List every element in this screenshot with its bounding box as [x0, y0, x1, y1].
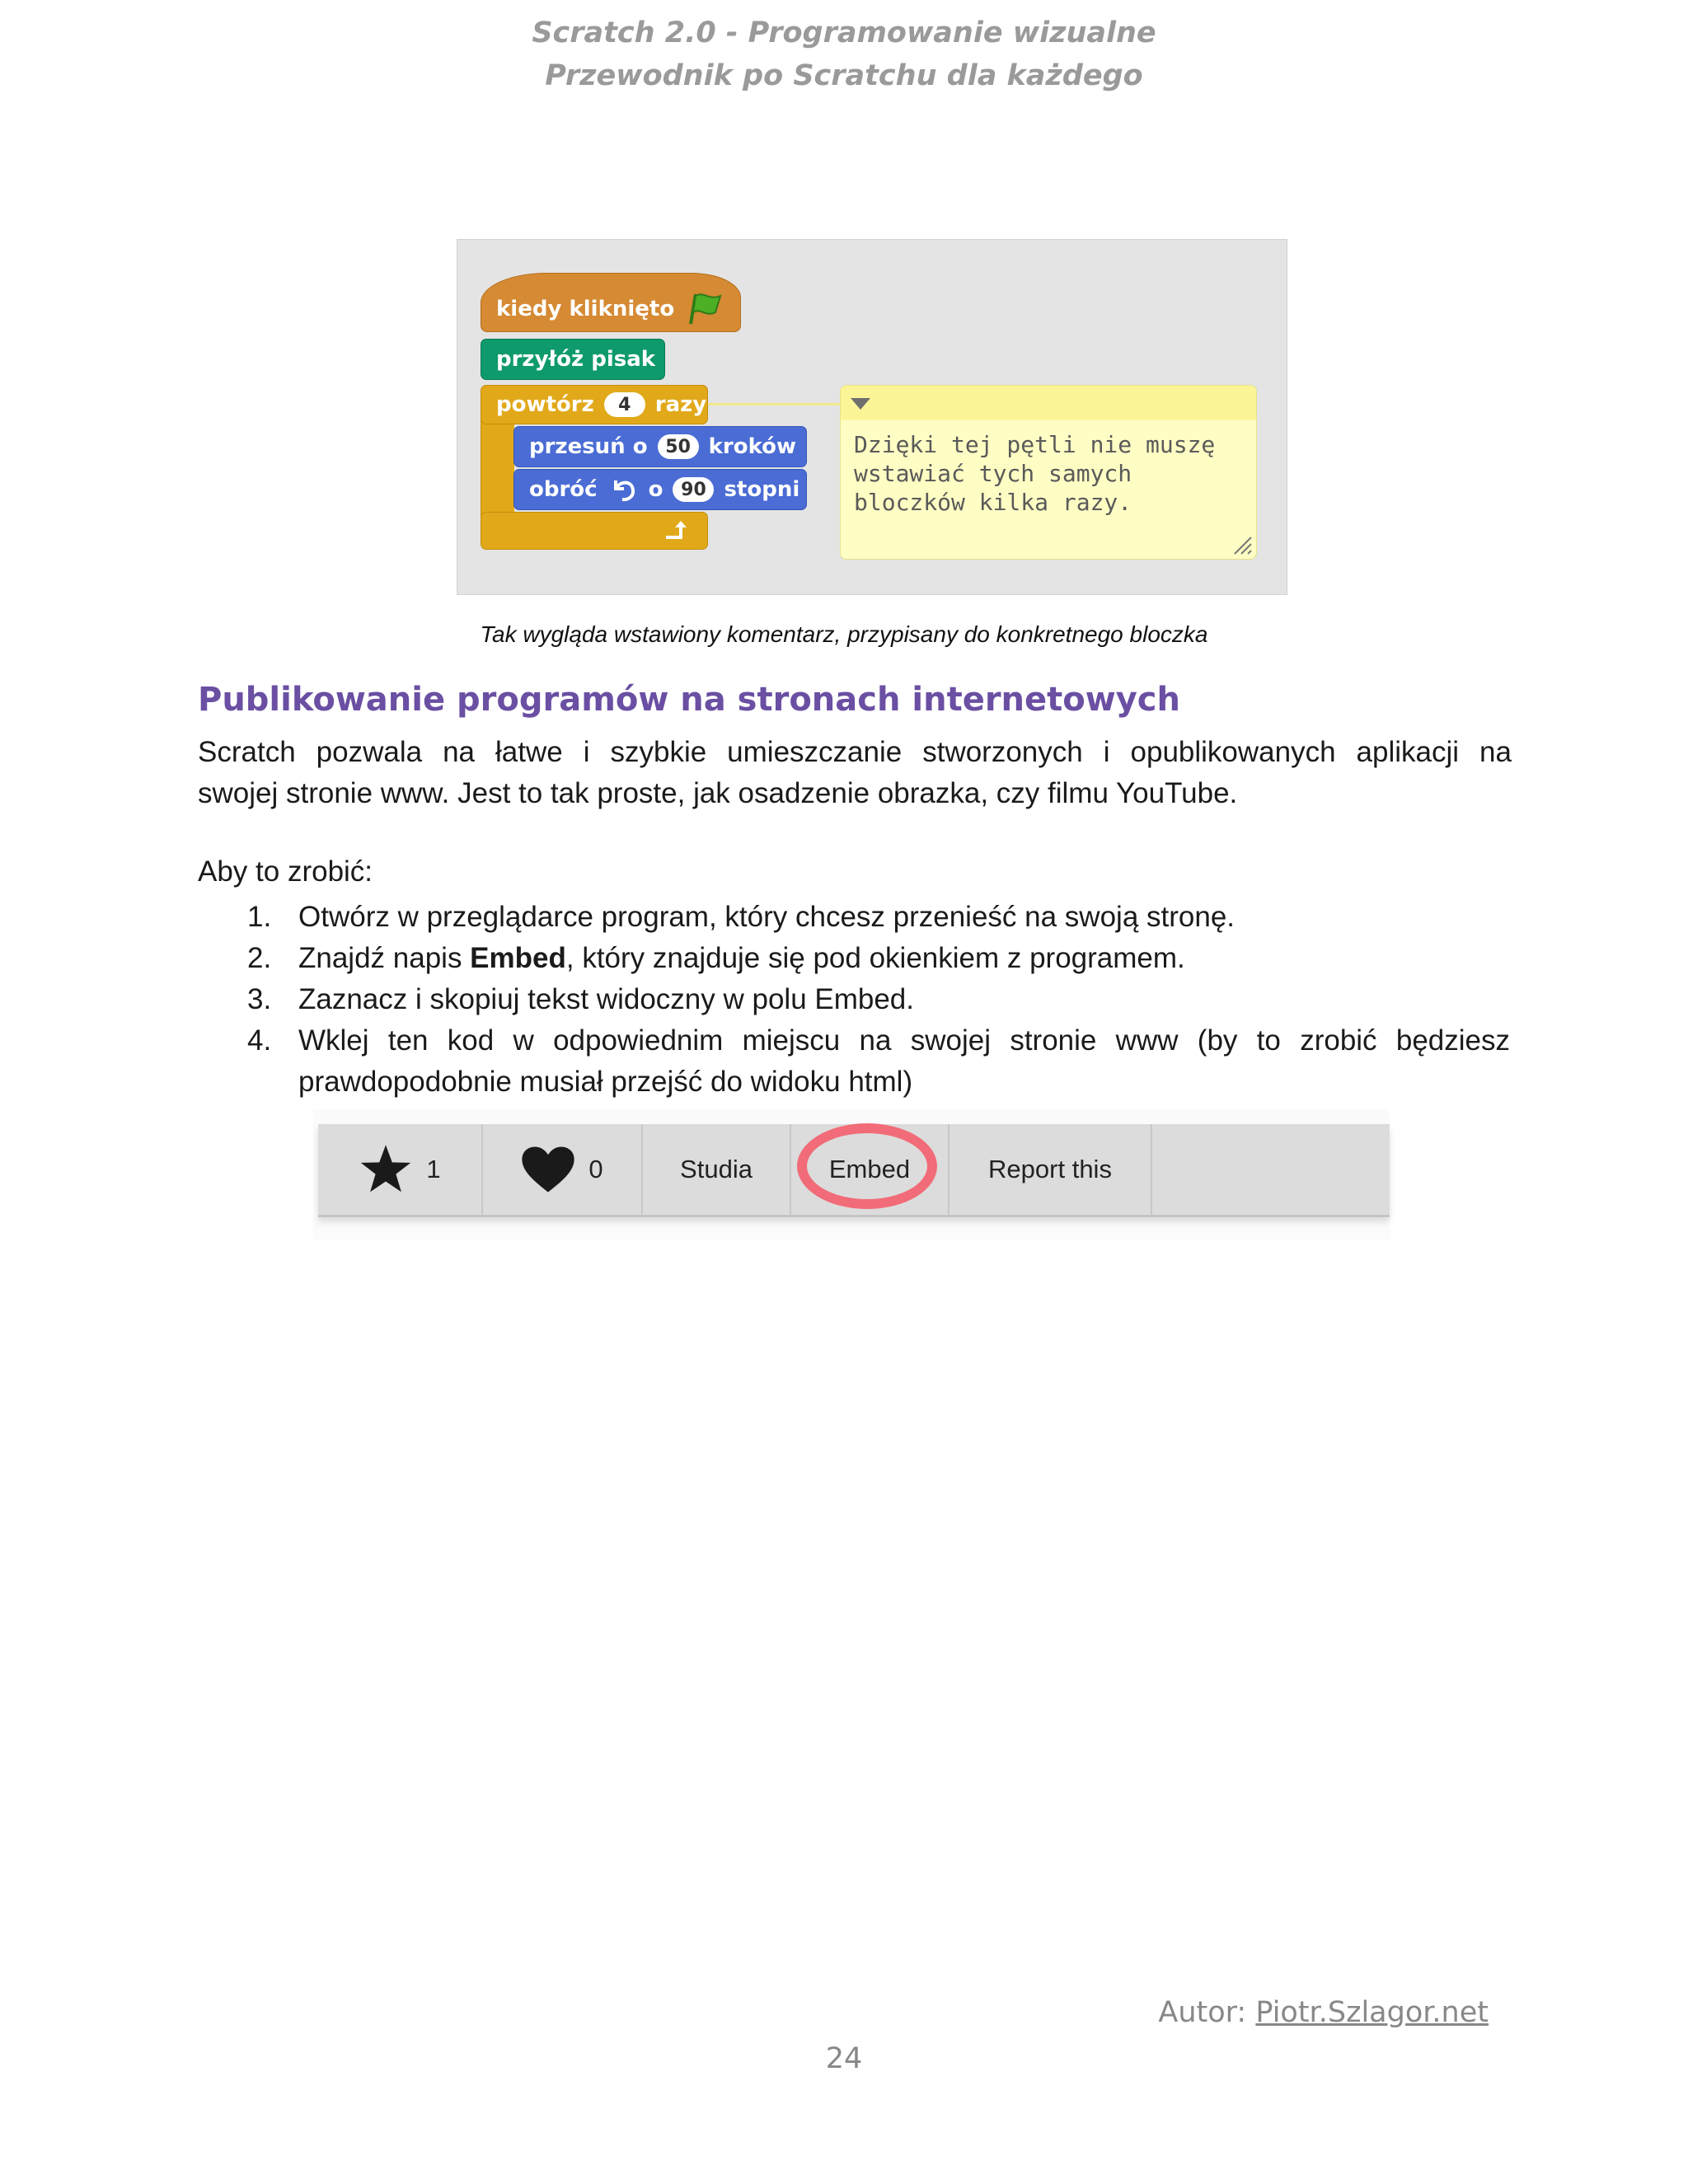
author-credit	[1158, 1996, 1489, 2029]
love-count: 0	[588, 1155, 603, 1183]
resize-grip-icon[interactable]	[1231, 534, 1253, 555]
comment-line: bloczków kilka razy.	[854, 489, 1132, 516]
heart-icon	[521, 1146, 575, 1193]
comment-line: Dzięki tej pętli nie muszę	[854, 431, 1216, 458]
embed-label: Embed	[828, 1155, 911, 1183]
step-number: 2.	[247, 942, 272, 974]
step-text-line: Wklej ten kod w odpowiednim miejscu na swojej stronie www (by to zrobić będziesz	[298, 1024, 1510, 1057]
step-text-line: prawdopodobnie musiał przejść do widoku html)	[298, 1066, 913, 1098]
header-subtitle: Przewodnik po Scratchu dla każdego	[545, 59, 1143, 92]
list-item	[198, 1020, 1510, 1103]
when-flag-clicked-block	[481, 273, 741, 332]
steps-list	[198, 897, 1510, 1103]
collapse-triangle-icon[interactable]	[851, 398, 870, 410]
comment-title-bar[interactable]	[841, 386, 1256, 420]
page-header	[0, 12, 1688, 97]
turn-suffix: stopni	[724, 477, 800, 502]
star-icon	[359, 1144, 413, 1195]
turn-degrees-block	[513, 469, 807, 510]
love-button[interactable]	[483, 1124, 643, 1215]
favorite-button[interactable]	[318, 1124, 483, 1215]
step-text: Zaznacz i skopiuj tekst widoczny w polu Embed.	[298, 983, 914, 1015]
step-text-after: , który znajduje się pod okienkiem z programem.	[565, 942, 1185, 974]
studios-label: Studia	[680, 1155, 753, 1183]
section-title: Publikowanie programów na stronach internetowych	[198, 681, 1180, 719]
turn-degrees-input[interactable]: 90	[673, 477, 714, 502]
report-label: Report this	[988, 1155, 1112, 1183]
figure-caption: Tak wygląda wstawiony komentarz, przypisany do konkretnego bloczka	[480, 621, 1208, 647]
highlight-circle	[797, 1123, 937, 1209]
project-toolbar	[318, 1124, 1390, 1217]
step-number: 4.	[247, 1024, 272, 1057]
loop-arrow-icon	[663, 519, 691, 542]
repeat-prefix: powtórz	[496, 392, 594, 417]
repeat-block	[481, 385, 708, 424]
comment-line: wstawiać tych samych	[854, 460, 1132, 487]
block-comment[interactable]	[840, 385, 1257, 560]
comment-text[interactable]	[841, 420, 1256, 517]
move-steps-block	[513, 426, 807, 467]
step-number: 1.	[247, 901, 272, 933]
turn-o: o	[648, 477, 663, 502]
embed-button[interactable]	[791, 1124, 950, 1215]
move-steps-input[interactable]: 50	[658, 434, 699, 459]
step-embed-bold: Embed	[470, 942, 566, 974]
studios-button[interactable]	[643, 1124, 791, 1215]
list-item	[198, 938, 1510, 979]
list-item	[198, 979, 1510, 1020]
step-text: Otwórz w przeglądarce program, który chcesz przenieść na swoją stronę.	[298, 901, 1236, 933]
report-button[interactable]	[950, 1124, 1152, 1215]
hat-label: kiedy kliknięto	[496, 297, 675, 321]
paragraph-line: swojej stronie www. Jest to tak proste, jak osadzenie obrazka, czy filmu YouTube.	[198, 777, 1238, 809]
step-number: 3.	[247, 983, 272, 1015]
move-suffix: kroków	[708, 434, 797, 459]
turn-prefix: obróć	[529, 477, 598, 502]
rotate-left-icon	[609, 477, 637, 502]
section-paragraph	[198, 732, 1512, 814]
paragraph-line: Scratch pozwala na łatwe i szybkie umieszczanie stworzonych i opublikowanych aplikacji na	[198, 736, 1512, 768]
favorite-count: 1	[426, 1155, 441, 1183]
repeat-suffix: razy	[654, 392, 707, 417]
move-prefix: przesuń o	[529, 434, 648, 459]
author-link[interactable]: Piotr.Szlagor.net	[1255, 1996, 1489, 2029]
scratch-script-screenshot	[457, 239, 1287, 595]
pen-label: przyłóż pisak	[496, 347, 656, 372]
repeat-count-input[interactable]: 4	[604, 392, 645, 417]
page-number: 24	[825, 2042, 863, 2075]
green-flag-icon	[684, 291, 725, 327]
header-title: Scratch 2.0 - Programowanie wizualne	[532, 16, 1156, 49]
step-text-before: Znajdź napis	[298, 942, 471, 974]
repeat-block-end	[481, 512, 708, 550]
steps-intro: Aby to zrobić:	[198, 855, 373, 888]
pen-down-block	[481, 339, 665, 380]
list-item	[198, 897, 1510, 938]
author-label: Autor:	[1158, 1996, 1247, 2029]
project-toolbar-screenshot	[313, 1109, 1390, 1240]
